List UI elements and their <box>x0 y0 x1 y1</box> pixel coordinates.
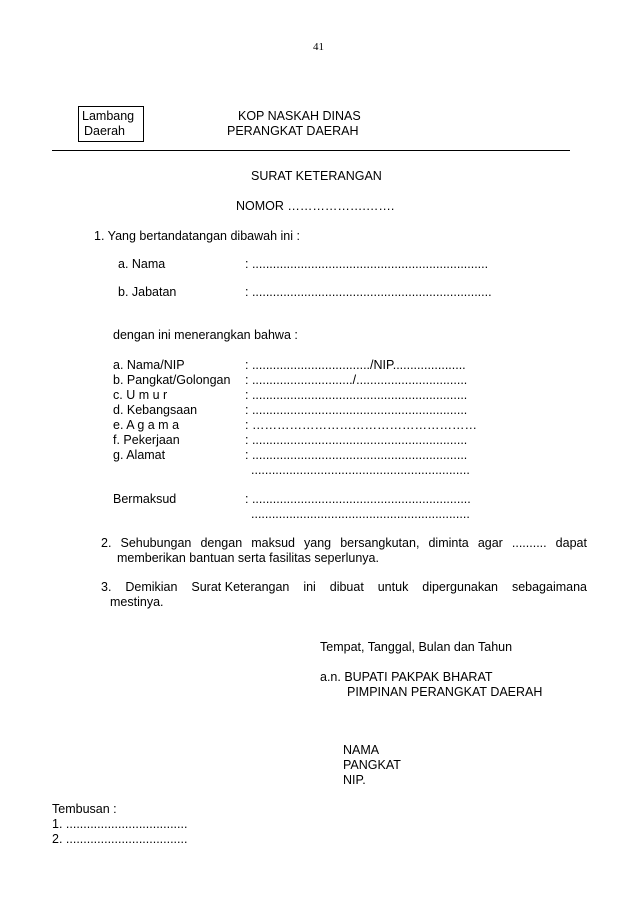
item2-word: bersangkutan, <box>340 536 420 550</box>
item2-word: agar <box>477 536 503 550</box>
header-divider <box>52 150 570 151</box>
tembusan-item: 1. ................................... <box>52 817 188 831</box>
item2-word: maksud <box>251 536 295 550</box>
item1-b-label: b. Jabatan <box>118 285 177 299</box>
item1-a-value: : .................................................................... <box>245 257 489 271</box>
tembusan-item: 2. ................................... <box>52 832 188 846</box>
item3-word: Demikian <box>125 580 178 594</box>
field-value: : .............................................................. <box>245 448 468 462</box>
menerangkan-text: dengan ini menerangkan bahwa : <box>113 328 298 342</box>
item3-word: dibuat <box>329 580 364 594</box>
item3-word: sebagaimana <box>511 580 587 594</box>
field-label: c. U m u r <box>113 388 168 402</box>
bermaksud-value: : ............................................................... <box>245 492 471 506</box>
place-date: Tempat, Tanggal, Bulan dan Tahun <box>320 640 513 654</box>
item1-text: 1. Yang bertandatangan dibawah ini : <box>94 229 300 243</box>
field-label: e. A g a m a <box>113 418 180 432</box>
bermaksud-label: Bermaksud <box>113 492 177 506</box>
field-value: : .............................................................. <box>245 433 468 447</box>
signature-nip: NIP. <box>343 773 366 787</box>
signature-pimpinan: PIMPINAN PERANGKAT DAERAH <box>347 685 543 699</box>
item1-a-label: a. Nama <box>118 257 166 271</box>
item3-line1 <box>101 580 587 595</box>
alamat-continuation: ............................................................... <box>251 463 470 477</box>
signature-an: a.n. BUPATI PAKPAK BHARAT <box>320 670 493 684</box>
lambang-line1: Lambang <box>82 109 135 123</box>
document-number: NOMOR ……………….……. <box>236 199 395 213</box>
item3-word: ini <box>303 580 316 594</box>
item2-line1 <box>101 536 587 551</box>
item2-word: .......... <box>511 536 547 550</box>
field-value: : .............................................................. <box>245 388 468 402</box>
tembusan-label: Tembusan : <box>52 802 117 816</box>
field-label: d. Kebangsaan <box>113 403 198 417</box>
field-label: f. Pekerjaan <box>113 433 180 447</box>
item2-word: diminta <box>428 536 469 550</box>
item2-word: dengan <box>200 536 243 550</box>
field-label: a. Nama/NIP <box>113 358 185 372</box>
item3-word: Surat Keterangan <box>191 580 290 594</box>
item3-word: untuk <box>377 580 409 594</box>
item2-word: dapat <box>555 536 587 550</box>
item2-word: Sehubungan <box>120 536 192 550</box>
item2-word: 2. <box>101 536 112 550</box>
document-title: SURAT KETERANGAN <box>251 169 382 183</box>
field-label: b. Pangkat/Golongan <box>113 373 231 387</box>
kop-line2: PERANGKAT DAERAH <box>227 124 359 138</box>
item2-line2: memberikan bantuan serta fasilitas seperlunya. <box>117 551 379 565</box>
lambang-line2: Daerah <box>84 124 125 138</box>
signature-pangkat: PANGKAT <box>343 758 401 772</box>
item3-word: dipergunakan <box>422 580 499 594</box>
item1-b-value: : ..................................................................... <box>245 285 492 299</box>
signature-nama: NAMA <box>343 743 380 757</box>
page-number: 41 <box>313 41 324 53</box>
field-value: : .............................................................. <box>245 403 468 417</box>
bermaksud-continuation: ............................................................... <box>251 507 470 521</box>
field-value: : ……………………………………………… <box>245 418 477 432</box>
field-value: : ................................../NIP..................... <box>245 358 466 372</box>
item3-word: 3. <box>101 580 112 594</box>
field-label: g. Alamat <box>113 448 166 462</box>
kop-line1: KOP NASKAH DINAS <box>238 109 361 123</box>
item2-word: yang <box>304 536 332 550</box>
item3-line2: mestinya. <box>110 595 164 609</box>
field-value: : ............................./................................ <box>245 373 468 387</box>
